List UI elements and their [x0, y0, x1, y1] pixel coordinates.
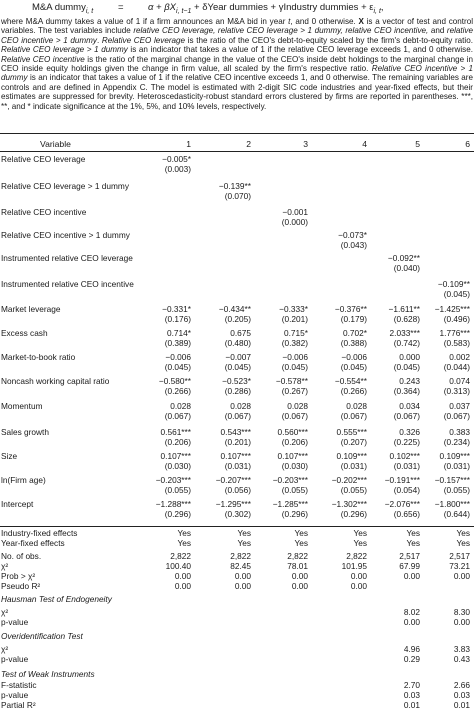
std-error-cell: (0.045) [340, 362, 367, 372]
test-stat-cell: 4.96 [403, 644, 420, 654]
coefficient-cell: 0.383 [449, 427, 470, 437]
variable-label: ln(Firm age) [1, 475, 46, 485]
coefficient-cell: 0.028 [346, 401, 367, 411]
std-error-cell: (0.201) [224, 437, 251, 447]
stat-label: Prob > χ² [1, 571, 36, 581]
model-equation [0, 0, 474, 16]
std-error-cell: (0.206) [281, 437, 308, 447]
column-header-2: 2 [246, 139, 251, 149]
variable-label: Instrumented relative CEO leverage [1, 253, 133, 263]
test-stat-cell: 0.03 [403, 690, 420, 700]
stat-label: Pseudo R² [1, 581, 41, 591]
std-error-cell: (0.266) [164, 386, 191, 396]
test-stat-label: F-statistic [1, 680, 37, 690]
coefficient-cell: −1.800*** [434, 499, 470, 509]
coefficient-cell: 0.555*** [336, 427, 367, 437]
coefficient-cell: −0.333* [279, 304, 308, 314]
section-title-weak: Test of Weak Instruments [1, 669, 95, 679]
stat-cell: 0.00 [291, 581, 308, 591]
test-stat-cell: 8.30 [453, 607, 470, 617]
std-error-cell: (0.206) [164, 437, 191, 447]
std-error-cell: (0.364) [393, 386, 420, 396]
coefficient-cell: −0.434** [218, 304, 251, 314]
effects-cell: Yes [406, 528, 420, 538]
coefficient-cell: −0.006 [341, 352, 367, 362]
std-error-cell: (0.389) [164, 338, 191, 348]
coefficient-cell: −0.006 [165, 352, 191, 362]
std-error-cell: (0.031) [340, 461, 367, 471]
std-error-cell: (0.496) [443, 314, 470, 324]
test-stat-cell: 8.02 [403, 607, 420, 617]
coefficient-cell: 0.109*** [439, 451, 470, 461]
test-stat-label: p-value [1, 617, 29, 627]
description-run: relative CEO leverage, relative CEO leverage > 1 dummy, relative CEO incentive, [133, 26, 429, 36]
test-stat-label: χ² [1, 607, 9, 617]
coefficient-cell: −0.191*** [384, 475, 420, 485]
stat-cell: 2,517 [449, 551, 470, 561]
coefficient-cell: 0.560*** [277, 427, 308, 437]
test-stat-label: p-value [1, 654, 29, 664]
coefficient-cell: 0.243 [399, 376, 420, 386]
std-error-cell: (0.302) [224, 509, 251, 519]
stat-cell: 82.45 [230, 561, 251, 571]
std-error-cell: (0.045) [281, 362, 308, 372]
coefficient-cell: 0.034 [399, 401, 420, 411]
stat-cell: 0.00 [403, 571, 420, 581]
std-error-cell: (0.296) [281, 509, 308, 519]
variable-label: Instrumented relative CEO incentive [1, 279, 134, 289]
std-error-cell: (0.176) [164, 314, 191, 324]
description-run: is the ratio of the marginal change in the value of the CEO's inside debt holdings to the marginal change in CEO inside equity holdings given the change in firm value, all scaled by the firm's respective ratio. [1, 54, 473, 74]
std-error-cell: (0.201) [281, 314, 308, 324]
column-header-variable: Variable [40, 139, 71, 149]
std-error-cell: (0.267) [281, 386, 308, 396]
coefficient-cell: −0.523* [222, 376, 251, 386]
description-run: Relative CEO incentive [1, 54, 85, 64]
std-error-cell: (0.266) [340, 386, 367, 396]
coefficient-cell: −0.006 [282, 352, 308, 362]
std-error-cell: (0.031) [224, 461, 251, 471]
effects-cell: Yes [294, 528, 308, 538]
std-error-cell: (0.000) [281, 217, 308, 227]
coefficient-cell: −1.288*** [155, 499, 191, 509]
std-error-cell: (0.583) [443, 338, 470, 348]
description-run: is the ratio of the CEO's debt-to-equity scaled by the firm's debt-to-equity ratio. [185, 35, 473, 45]
stat-cell: 78.01 [287, 561, 308, 571]
coefficient-cell: 0.715* [284, 328, 308, 338]
description-run: Relative CEO leverage > 1 dummy [1, 45, 128, 55]
effects-cell: Yes [237, 528, 251, 538]
variable-label: Relative CEO incentive > 1 dummy [1, 230, 130, 240]
variable-label: Excess cash [1, 328, 48, 338]
section-title-overid: Overidentification Test [1, 631, 83, 641]
coefficient-cell: 0.002 [449, 352, 470, 362]
std-error-cell: (0.225) [393, 437, 420, 447]
std-error-cell: (0.207) [340, 437, 367, 447]
stat-cell: 0.00 [174, 581, 191, 591]
description-run: . [96, 35, 102, 45]
stat-cell: 0.00 [453, 571, 470, 581]
std-error-cell: (0.055) [443, 485, 470, 495]
description-run: is an indicator that takes a value of 1 if the relative CEO incentive exceeds 1, and 0 otherwise. The remaining variables are controls and are defined in Appendix C. The model is estimated with 2-digit SIC code industries and year-fixed effects, but their estimates are suppressed for brevity. Heteroscedasticity-robust standard errors clustered by firms are reported in parentheses. ***, **, and * indicate significance at the 1%, 5%, and 10% levels, respectively. [1, 73, 473, 111]
coefficient-cell: −1.302*** [331, 499, 367, 509]
variable-label: Relative CEO leverage [1, 154, 86, 164]
effects-cell: Yes [177, 538, 191, 548]
std-error-cell: (0.070) [224, 191, 251, 201]
std-error-cell: (0.055) [164, 485, 191, 495]
std-error-cell: (0.045) [443, 289, 470, 299]
std-error-cell: (0.296) [164, 509, 191, 519]
coefficient-cell: 0.074 [449, 376, 470, 386]
column-header-4: 4 [362, 139, 367, 149]
effects-label: Industry-fixed effects [1, 528, 78, 538]
coefficient-cell: 0.037 [449, 401, 470, 411]
std-error-cell: (0.040) [393, 263, 420, 273]
effects-cell: Yes [456, 528, 470, 538]
stat-cell: 0.00 [291, 571, 308, 581]
coefficient-cell: −0.092** [387, 253, 420, 263]
stat-cell: 0.00 [234, 581, 251, 591]
coefficient-cell: −0.157*** [434, 475, 470, 485]
description-run: and [428, 26, 447, 36]
variable-label: Sales growth [1, 427, 49, 437]
stat-cell: 100.40 [165, 561, 191, 571]
variable-label: Relative CEO leverage > 1 dummy [1, 181, 129, 191]
rule-effects [0, 526, 474, 527]
coefficient-cell: 0.109*** [336, 451, 367, 461]
test-stat-label: p-value [1, 690, 29, 700]
coefficient-cell: 2.033*** [389, 328, 420, 338]
stat-cell: 0.00 [350, 571, 367, 581]
rule-header [0, 151, 474, 152]
std-error-cell: (0.067) [224, 411, 251, 421]
stat-cell: 0.00 [350, 581, 367, 591]
std-error-cell: (0.067) [340, 411, 367, 421]
std-error-cell: (0.179) [340, 314, 367, 324]
std-error-cell: (0.003) [164, 164, 191, 174]
test-stat-cell: 0.03 [453, 690, 470, 700]
description-run: relative CEO incentive > 1 dummy [1, 26, 473, 45]
description-run: where M&A dummy takes a value of 1 if a firm announces an M&A bid in year [1, 17, 289, 26]
coefficient-cell: 0.028 [170, 401, 191, 411]
effects-cell: Yes [353, 538, 367, 548]
variable-label: Market leverage [1, 304, 61, 314]
stat-cell: 0.00 [174, 571, 191, 581]
effects-cell: Yes [456, 538, 470, 548]
coefficient-cell: −0.331* [162, 304, 191, 314]
std-error-cell: (0.045) [393, 362, 420, 372]
effects-label: Year-fixed effects [1, 538, 65, 548]
test-stat-cell: 0.29 [403, 654, 420, 664]
stat-cell: 0.00 [234, 571, 251, 581]
std-error-cell: (0.055) [340, 485, 367, 495]
coefficient-cell: −0.203*** [272, 475, 308, 485]
table-description [1, 17, 473, 111]
test-stat-cell: 0.00 [403, 617, 420, 627]
std-error-cell: (0.055) [281, 485, 308, 495]
effects-cell: Yes [177, 528, 191, 538]
std-error-cell: (0.031) [393, 461, 420, 471]
coefficient-cell: 0.107*** [160, 451, 191, 461]
std-error-cell: (0.045) [224, 362, 251, 372]
coefficient-cell: −0.580** [158, 376, 191, 386]
std-error-cell: (0.030) [281, 461, 308, 471]
coefficient-cell: −0.376** [334, 304, 367, 314]
std-error-cell: (0.067) [281, 411, 308, 421]
stat-label: χ² [1, 561, 9, 571]
std-error-cell: (0.054) [393, 485, 420, 495]
effects-cell: Yes [237, 538, 251, 548]
coefficient-cell: −1.425*** [434, 304, 470, 314]
coefficient-cell: −1.295*** [215, 499, 251, 509]
description-run: is an indicator that takes a value of 1 if the relative CEO leverage exceeds 1, and 0 otherwise. [127, 45, 473, 55]
coefficient-cell: 0.000 [399, 352, 420, 362]
equation-equals: = [118, 2, 124, 13]
coefficient-cell: −0.139** [218, 181, 251, 191]
stat-label: No. of obs. [1, 551, 42, 561]
variable-label: Size [1, 451, 18, 461]
stat-cell: 73.21 [449, 561, 470, 571]
coefficient-cell: −0.109** [437, 279, 470, 289]
coefficient-cell: −0.203*** [155, 475, 191, 485]
stat-cell: 2,822 [230, 551, 251, 561]
coefficient-cell: 0.107*** [277, 451, 308, 461]
variable-label: Intercept [1, 499, 34, 509]
variable-label: Noncash working capital ratio [1, 376, 110, 386]
test-stat-cell: 0.01 [403, 700, 420, 710]
coefficient-cell: 0.543*** [220, 427, 251, 437]
section-title-hausman: Hausman Test of Endogeneity [1, 594, 112, 604]
column-header-3: 3 [303, 139, 308, 149]
std-error-cell: (0.313) [443, 386, 470, 396]
test-stat-cell: 2.70 [403, 680, 420, 690]
std-error-cell: (0.628) [393, 314, 420, 324]
std-error-cell: (0.388) [340, 338, 367, 348]
std-error-cell: (0.056) [224, 485, 251, 495]
test-stat-cell: 3.83 [453, 644, 470, 654]
stat-cell: 2,822 [287, 551, 308, 561]
std-error-cell: (0.067) [443, 411, 470, 421]
coefficient-cell: 0.102*** [389, 451, 420, 461]
std-error-cell: (0.067) [164, 411, 191, 421]
description-run: t [288, 17, 291, 26]
std-error-cell: (0.656) [393, 509, 420, 519]
test-stat-cell: 0.43 [453, 654, 470, 664]
effects-cell: Yes [353, 528, 367, 538]
stat-cell: 101.95 [341, 561, 367, 571]
std-error-cell: (0.286) [224, 386, 251, 396]
variable-label: Momentum [1, 401, 43, 411]
variable-label: Relative CEO incentive [1, 207, 87, 217]
std-error-cell: (0.067) [393, 411, 420, 421]
column-header-5: 5 [415, 139, 420, 149]
coefficient-cell: −1.285*** [272, 499, 308, 509]
coefficient-cell: 0.107*** [220, 451, 251, 461]
coefficient-cell: 0.561*** [160, 427, 191, 437]
std-error-cell: (0.205) [224, 314, 251, 324]
std-error-cell: (0.045) [164, 362, 191, 372]
description-run: X [358, 17, 364, 26]
effects-cell: Yes [406, 538, 420, 548]
description-run: , and 0 otherwise. [290, 17, 359, 26]
coefficient-cell: −0.202*** [331, 475, 367, 485]
std-error-cell: (0.031) [443, 461, 470, 471]
equation-lhs: M&A dummy$_{i, t}$ [32, 2, 94, 15]
coefficient-cell: 0.714* [167, 328, 191, 338]
std-error-cell: (0.044) [443, 362, 470, 372]
coefficient-cell: −0.001 [282, 207, 308, 217]
std-error-cell: (0.234) [443, 437, 470, 447]
coefficient-cell: 0.028 [230, 401, 251, 411]
stat-cell: 67.99 [399, 561, 420, 571]
description-run: is a vector of test and control variables. The test variables include [1, 17, 473, 36]
description-run: Relative CEO leverage [101, 35, 186, 45]
coefficient-cell: 0.326 [399, 427, 420, 437]
coefficient-cell: −0.007 [225, 352, 251, 362]
column-header-6: 6 [465, 139, 470, 149]
std-error-cell: (0.030) [164, 461, 191, 471]
coefficient-cell: −1.611** [388, 304, 420, 314]
std-error-cell: (0.480) [224, 338, 251, 348]
coefficient-cell: −0.554** [334, 376, 367, 386]
coefficient-cell: −0.578** [275, 376, 308, 386]
test-stat-label: Partial R² [1, 700, 36, 710]
coefficient-cell: −0.005* [162, 154, 191, 164]
stat-cell: 2,822 [170, 551, 191, 561]
coefficient-cell: −0.207*** [215, 475, 251, 485]
std-error-cell: (0.644) [443, 509, 470, 519]
coefficient-cell: −0.073* [338, 230, 367, 240]
rule-top [0, 133, 474, 134]
std-error-cell: (0.043) [340, 240, 367, 250]
test-stat-cell: 0.00 [453, 617, 470, 627]
description-run: Relative CEO incentive > 1 dummy [1, 64, 474, 83]
coefficient-cell: 1.776*** [439, 328, 470, 338]
test-stat-label: χ² [1, 644, 9, 654]
coefficient-cell: 0.028 [287, 401, 308, 411]
std-error-cell: (0.742) [393, 338, 420, 348]
coefficient-cell: 0.675 [230, 328, 251, 338]
test-stat-cell: 0.01 [453, 700, 470, 710]
std-error-cell: (0.382) [281, 338, 308, 348]
std-error-cell: (0.296) [340, 509, 367, 519]
equation-rhs: $\alpha + \beta X_{i, t-1}$ + δYear dummies + γIndustry dummies + $\varepsilon_{i, t}$, [148, 2, 384, 15]
coefficient-cell: −2.076*** [384, 499, 420, 509]
stat-cell: 2,517 [399, 551, 420, 561]
test-stat-cell: 2.66 [453, 680, 470, 690]
variable-label: Market-to-book ratio [1, 352, 76, 362]
effects-cell: Yes [294, 538, 308, 548]
coefficient-cell: 0.702* [343, 328, 367, 338]
column-header-1: 1 [186, 139, 191, 149]
stat-cell: 2,822 [346, 551, 367, 561]
